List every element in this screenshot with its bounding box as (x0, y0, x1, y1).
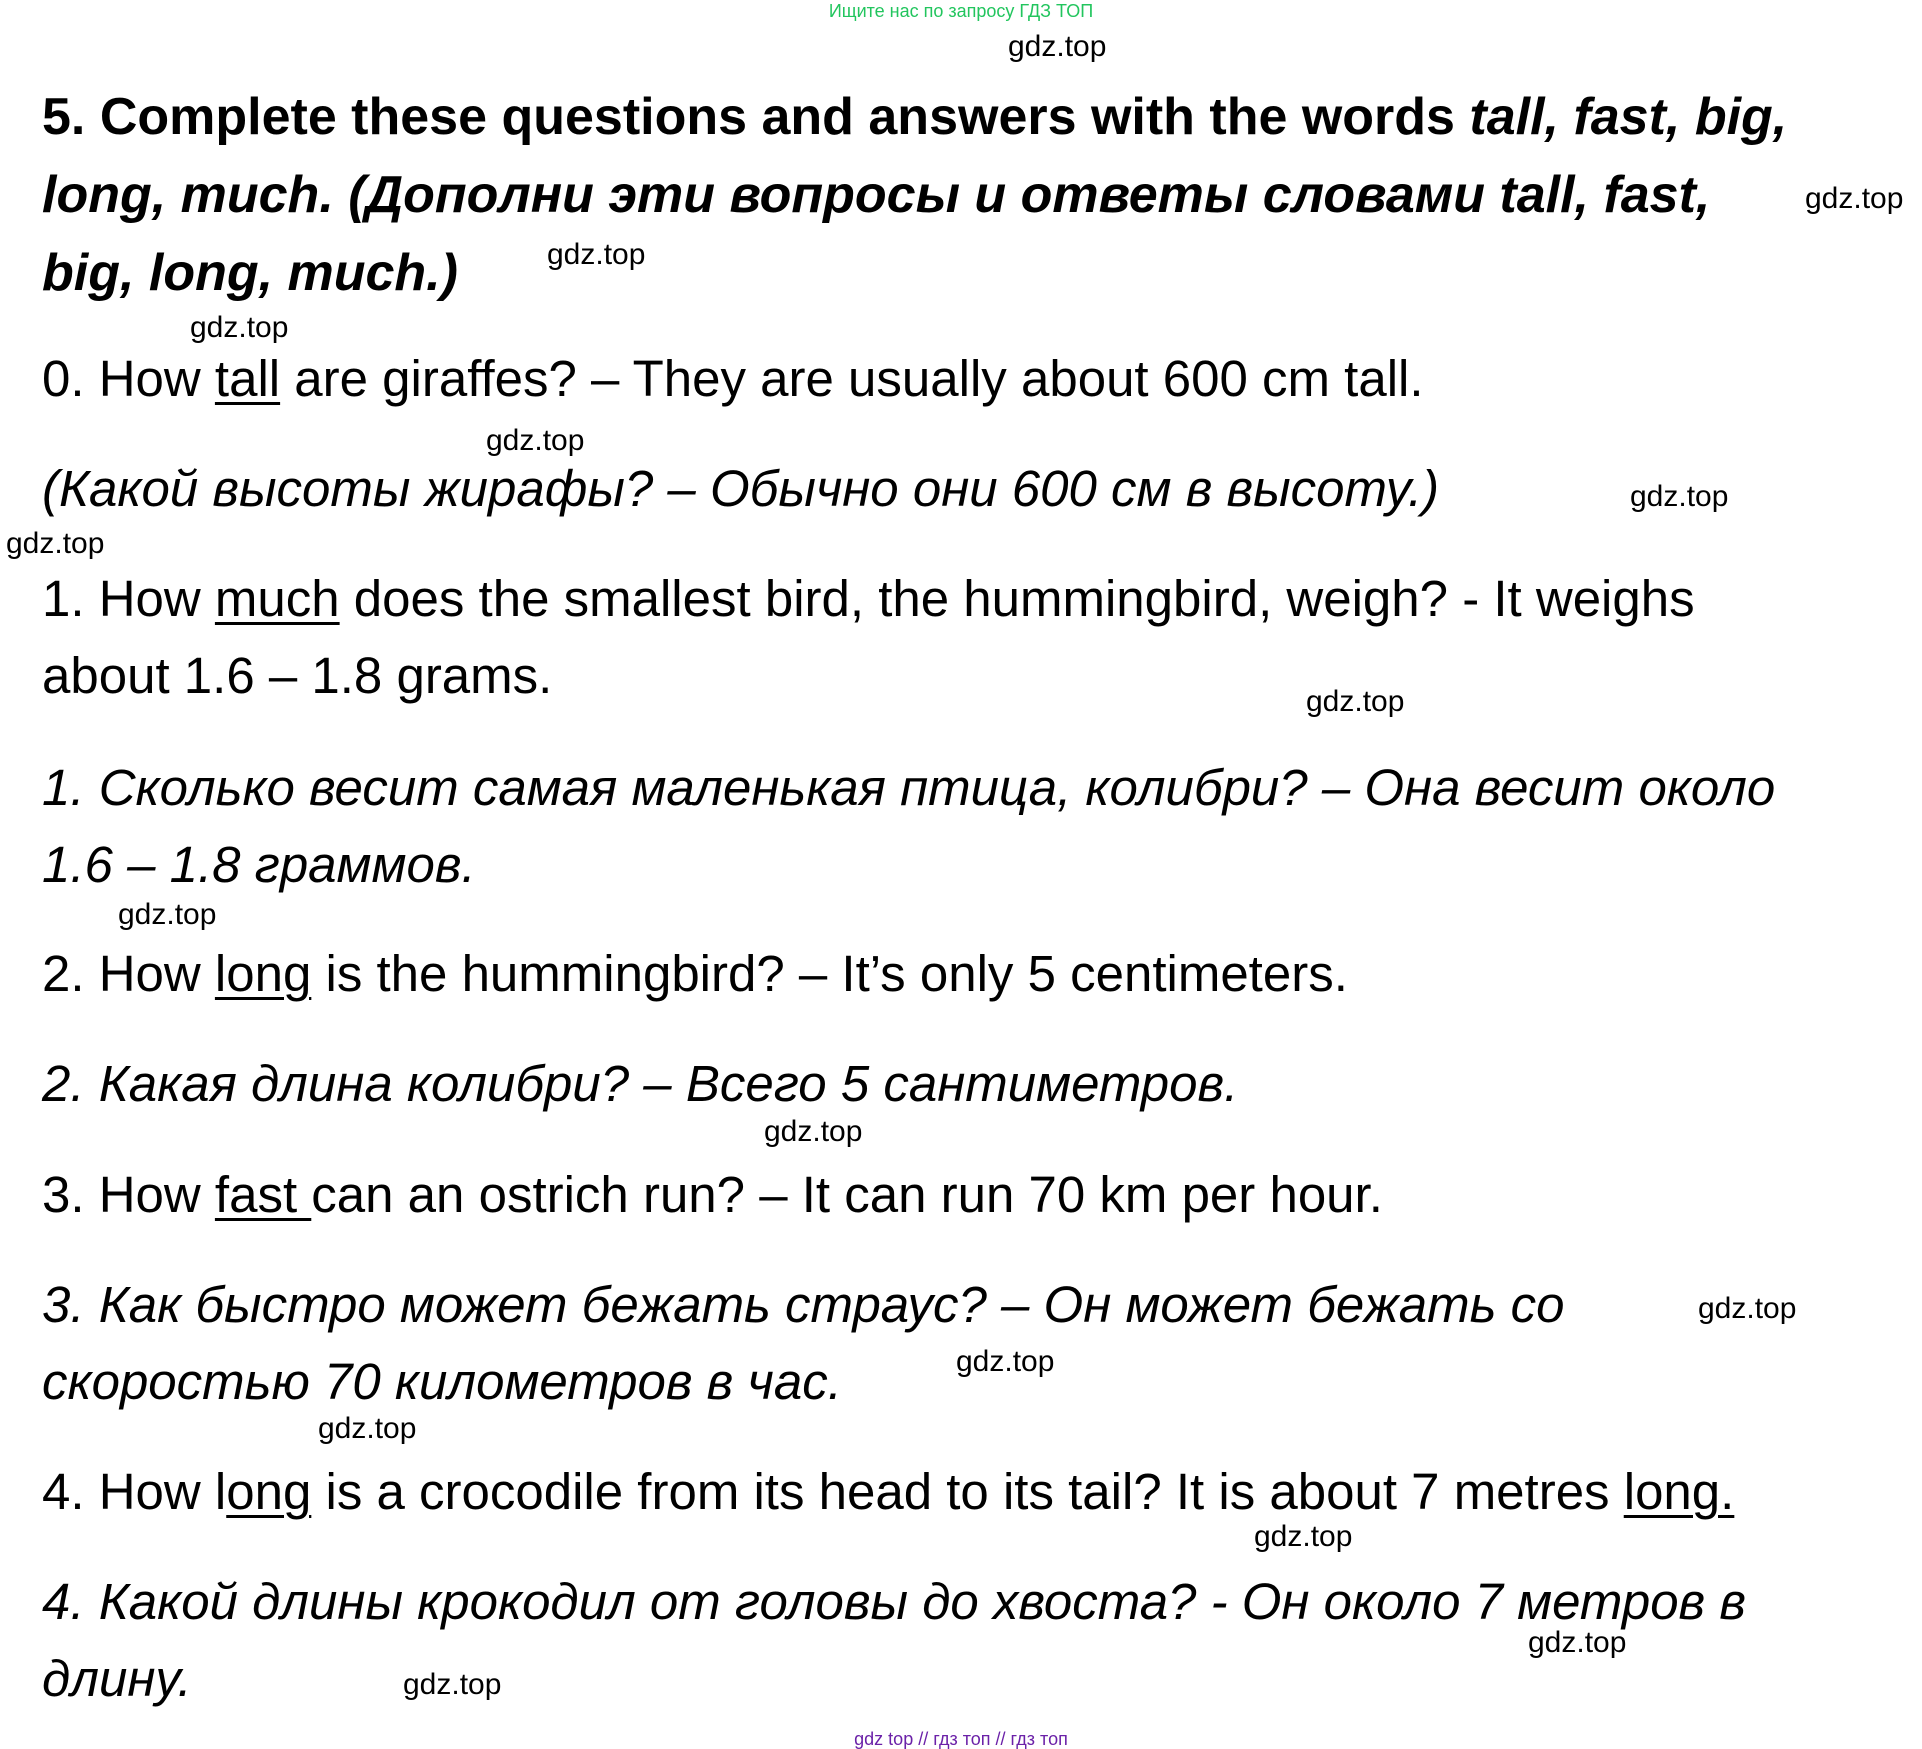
top-banner: Ищите нас по запросу ГДЗ ТОП (828, 1, 1094, 21)
translation-1-continued: 1.6 – 1.8 граммов. (42, 836, 476, 893)
question-0 (42, 340, 1882, 418)
watermark: gdz.top (764, 1115, 863, 1148)
watermark: gdz.top (1698, 1292, 1797, 1325)
watermark: gdz.top (956, 1345, 1055, 1378)
question-text: 0. How (42, 350, 215, 407)
answer-word: long (214, 945, 312, 1002)
footer-links: gdz top // гдз топ // гдз топ (854, 1729, 1068, 1749)
watermark: gdz.top (403, 1668, 502, 1701)
question-text: is the hummingbird? – It’s only 5 centimeters. (311, 945, 1348, 1002)
translation-3: 3. Как быстро может бежать страус? – Он может бежать со (42, 1276, 1565, 1333)
question-text: 3. How (42, 1166, 215, 1223)
question-text: 4. How l (42, 1463, 227, 1520)
watermark: gdz.top (1306, 685, 1405, 718)
title-lead: 5. Complete these questions and answers with the words (42, 88, 1470, 146)
question-2 (42, 935, 1882, 1013)
watermark: gdz.top (1805, 182, 1904, 215)
question-1-continued: about 1.6 – 1.8 grams. (42, 647, 553, 704)
translation-1: 1. Сколько весит самая маленькая птица, колибри? – Она весит около (42, 759, 1776, 816)
title-words: tall, fast, big, long, much. (42, 88, 1788, 224)
exercise-title (42, 78, 1802, 312)
answer-word: ong (226, 1463, 312, 1520)
watermark: gdz.top (6, 527, 105, 560)
question-1 (42, 560, 1882, 638)
translation-0: (Какой высоты жирафы? – Обычно они 600 см в высоту.) (42, 460, 1440, 517)
question-text: does the smallest bird, the hummingbird, weigh? - It weighs (339, 570, 1695, 627)
watermark: gdz.top (118, 898, 217, 931)
question-4 (42, 1453, 1882, 1531)
translation-4-continued: длину. (42, 1650, 192, 1707)
watermark: gdz.top (1630, 480, 1729, 513)
answer-word: tall (214, 350, 281, 407)
title-translation: (Дополни эти вопросы и ответы словами tall, fast, big, long, much.) (42, 166, 1711, 302)
watermark: gdz.top (190, 311, 289, 344)
question-text: are giraffes? – They are usually about 600 cm tall. (280, 350, 1424, 407)
watermark: gdz.top (547, 238, 646, 271)
watermark: gdz.top (1254, 1520, 1353, 1553)
question-text: is a crocodile from its head to its tail? It is about 7 metres (311, 1463, 1624, 1520)
answer-word: much (214, 570, 340, 627)
translation-4: 4. Какой длины крокодил от головы до хвоста? - Он около 7 метров в (42, 1573, 1746, 1630)
answer-word: fast (214, 1166, 312, 1223)
answer-word: long. (1623, 1463, 1735, 1520)
watermark: gdz.top (1528, 1626, 1627, 1659)
question-text: 2. How (42, 945, 215, 1002)
watermark: gdz.top (1008, 30, 1107, 63)
question-3 (42, 1156, 1882, 1234)
question-text: can an ostrich run? – It can run 70 km per hour. (311, 1166, 1383, 1223)
watermark: gdz.top (318, 1412, 417, 1445)
question-text: 1. How (42, 570, 215, 627)
watermark: gdz.top (486, 424, 585, 457)
translation-2: 2. Какая длина колибри? – Всего 5 сантиметров. (42, 1055, 1239, 1112)
translation-3-continued: скоростью 70 километров в час. (42, 1353, 842, 1410)
